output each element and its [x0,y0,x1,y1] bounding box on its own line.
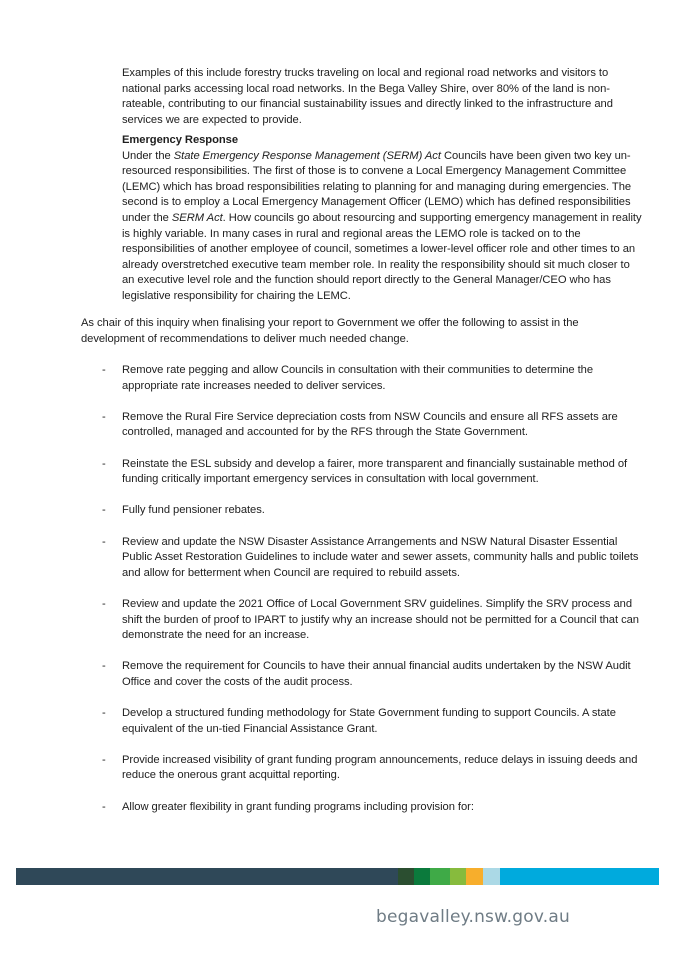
recommendation-item [81,753,646,784]
act-short-name: SERM Act [171,211,223,224]
recommendation-text: Develop a structured funding methodology for State Government funding to support Councils. A state equivalent of the un-tied Financial Assistance Grant. [122,707,616,735]
recommendations-intro: As chair of this inquiry when finalising your report to Government we offer the following to assist in the development of recommendations to deliver much needed change. [81,317,579,345]
recommendation-text: Remove rate pegging and allow Councils in consultation with their communities to determine the appropriate rate increases needed to deliver services. [122,364,594,392]
recommendation-item [81,457,646,488]
color-bar-segment [483,868,500,885]
bullet-dash-icon: - [102,410,106,423]
recommendation-item [81,659,646,690]
bullet-dash-icon: - [102,457,106,470]
footer-website-url[interactable]: begavalley.nsw.gov.au [376,907,570,927]
color-bar-segment [500,868,659,885]
recommendation-text: Reinstate the ESL subsidy and develop a fairer, more transparent and financially sustainable method of funding critically important emergency services in consultation with local government. [122,457,628,486]
bullet-dash-icon: - [102,660,106,673]
bullet-dash-icon: - [102,753,106,766]
recommendation-text: Remove the Rural Fire Service depreciation costs from NSW Councils and ensure all RFS assets are controlled, managed and accounted for by the RFS through the State Government. [122,410,618,439]
recommendation-text: Provide increased visibility of grant funding program announcements, reduce delays in issuing deeds and reduce the onerous grant acquittal reporting. [122,753,638,782]
recommendation-item [81,535,646,582]
bullet-dash-icon: - [102,535,106,548]
recommendation-text: Fully fund pensioner rebates. [122,504,265,517]
color-bar-segment [466,868,483,885]
recommendation-text: Review and update the NSW Disaster Assistance Arrangements and NSW Natural Disaster Essential Public Asset Restoration Guidelines to include water and sewer assets, community halls and public toilets and allow for betterment when Council are required to rebuild assets. [122,535,639,579]
body-prefix: Under the [122,149,174,162]
color-bar-segment [398,868,414,885]
color-bar-segment [430,868,450,885]
paragraph-road-networks: Examples of this include forestry trucks traveling on local and regional road networks and visitors to national parks accessing local road networks. In the Bega Valley Shire, over 80% of the land is non-rateable, contributing to our financial sustainability issues and directly linked to the infrastructure and services we are expected to provide. [122,67,613,126]
recommendation-text: Remove the requirement for Councils to have their annual financial audits undertaken by the NSW Audit Office and cover the costs of the audit process. [122,660,631,688]
body-middle: Councils have been given two key un-resourced responsibilities. The first of those is to convene a Local Emergency Management Committee (LEMC) which has broad responsibilities relating to planning for and managing during emergencies. The second is to employ a Local Emergency Management Officer (LEMO) which has defined responsibilities under the [122,149,632,224]
bullet-dash-icon: - [102,364,106,376]
color-bar-segment [450,868,466,885]
recommendation-item [81,363,646,394]
recommendation-item [81,503,646,519]
bullet-dash-icon: - [102,504,106,517]
recommendation-item [81,410,646,441]
bullet-dash-icon: - [102,707,106,720]
body-suffix: . How councils go about resourcing and supporting emergency management in reality is highly variable. In many cases in rural and regional areas the LEMO role is tacked on to the responsibilities of another employee of council, sometimes a lower-level officer role and other times to an already overstretched executive team member role. In reality the responsibility should sit much closer to an executive level role and the function should report directly to the General Manager/CEO who has legislative responsibility for chairing the LEMC. [122,211,642,302]
recommendation-text: Review and update the 2021 Office of Local Government SRV guidelines. Simplify the SRV process and shift the burden of proof to IPART to justify why an increase should not be permitted for a Council that can demonstrate the need for an increase. [122,597,639,642]
recommendation-item [81,597,646,644]
act-name: State Emergency Response Management (SERM) Act [173,149,441,162]
recommendation-item [81,800,646,816]
color-bar-segment [414,868,430,885]
recommendation-item [81,706,646,737]
footer-color-bar [16,868,659,885]
bullet-dash-icon: - [102,597,106,610]
emergency-response-section [122,133,642,305]
emergency-response-body [122,149,642,305]
bullet-dash-icon: - [102,800,106,813]
color-bar-segment [16,868,398,885]
recommendations-list [81,363,646,831]
recommendation-text: Allow greater flexibility in grant funding programs including provision for: [122,800,474,813]
section-heading-emergency-response: Emergency Response [122,134,238,146]
